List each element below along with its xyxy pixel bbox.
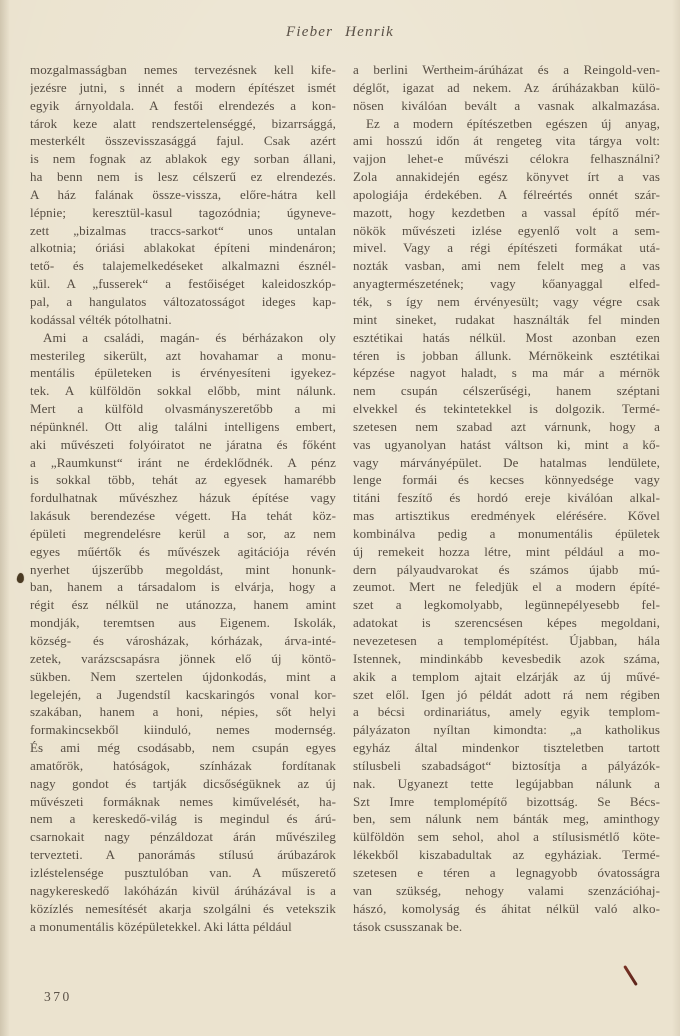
text-line: kül. A „fusserek“ a festőiséget kaleidoszkóp- [30,276,336,292]
text-line: is sokkal több, tehát az egyesek hamarébb [30,472,336,488]
text-line: A ház falának össze-vissza, előre-hátra kell [30,186,336,202]
right-text-column [353,61,660,935]
text-line: lépnie; keresztül-kasul tagozódnia; úgyneve- [30,204,336,220]
text-line: pal, a hangulatos változatosságot ideges kap- [30,293,336,309]
text-line: szet elől. Igen jó példát adott rá nem régiben [353,686,660,702]
text-line: szetesen nem szabad azt várnunk, hogy a [353,418,660,434]
pen-stroke-artifact [623,965,638,986]
left-text-column [30,61,336,935]
text-line: népünknél. Ott alig találni intelligens embert, [30,418,336,434]
text-line: új remekeit hozza létre, mint például a mo- [353,543,660,559]
text-line: is nem fognak az ablakok egy sorban állani, [30,151,336,167]
text-line: tások csusszanak be. [353,918,463,934]
text-line: tárok keze alatt rendszertelenséggé, bizarrsággá, [30,115,336,131]
text-line: formakincsekből kiinduló, nemes modernség. [30,722,336,738]
text-line: vajjon lehet-e művészi célokra felhasználni? [353,151,660,167]
text-line: mesterkélt összevisszasággá fajul. Csak azért [30,133,336,149]
running-header: Fieber Henrik [286,24,394,40]
text-line: stílusbeli szabadságot“ biztosítja a pályázók- [353,757,660,773]
text-line: zeumot. Mert ne feledjük el a modern építé- [353,579,660,595]
text-line: zetek, varázscsapásra jönnek elő új köntö- [30,650,336,666]
text-line: művészeti formáknak nemes kiművelését, ha- [30,793,336,809]
text-line: van szükség, nehogy valami szenzációhaj- [353,882,660,898]
text-line: a „Raumkunst“ iránt ne érdeklődnék. A pénz [30,454,336,470]
text-line: pályázaton nyíltan kimondta: „a katholikus [353,722,660,738]
text-line: hászó, komolyság és áhitat nélkül való alko- [353,900,660,916]
text-line: nösen kiválóan bevált a vasnak alkalmazása. [353,97,660,113]
ink-blot-artifact [16,573,24,584]
text-line: mivel. Vagy a régi építészeti formákat utá- [353,240,660,256]
text-line: mint sineket, rudakat használták fel minden [353,311,660,327]
text-line: ték, s így nem érvényesült; vagy végre csak [353,293,660,309]
text-line: Istennek, mindinkább kevesbedik azok száma, [353,650,660,666]
text-line: fordulhatnak művészhez házuk építése vagy [30,490,336,506]
text-line: szetesen e téren a legnagyobb óvatosságra [353,864,660,880]
text-line: épületi megrendelésre kerül a sor, az nem [30,525,336,541]
text-line: elvekkel és tekintetekkel is dolgozik. Termé- [353,401,660,417]
text-line: sükben. Nem szertelen újdonkodás, mint a [30,668,336,684]
text-line: tető- és talajemelkedéseket alkalmazni észnél- [30,258,336,274]
text-line: külföldön sem sehol, ahol a stílusismétlő köte- [353,829,660,845]
text-line: a monumentális középületekkel. Aki látta például [30,918,292,934]
text-line: akik a templom ajtait elzárják az új művé- [353,668,660,684]
text-line: ami hosszú időn át rengeteg vita tárgya volt: [353,133,660,149]
text-line: anyagtermészetének; vagy kőanyaggal elfed- [353,276,660,292]
text-line: nem csupán célszerűségi, hanem széptani [353,383,660,399]
text-line: Szt Imre templomépítő bizottság. Se Bécs- [353,793,660,809]
text-line: mesterileg sikerült, azt hovahamar a monu- [30,347,336,363]
text-line: Ez a modern építészetben egészen új anyag, [366,115,660,131]
text-columns [30,61,660,935]
text-line: legelején, a Jugendstíl kacskaringós vonal kor- [30,686,336,702]
text-line: esztétikai hatás nélkül. Most azonban ezen [353,329,660,345]
text-line: egyház által mindenkor tiszteletben tartott [353,740,660,756]
text-line: kombinálva pedig a monumentális épületek [353,525,660,541]
text-line: vagy márványépület. De hatalmas lendülete, [353,454,660,470]
text-line: izléstelensége pusztulóban van. A műszerető [30,864,336,880]
text-line: lenge formái és kecses könnyedsége vagy [353,472,660,488]
text-line: mazott, hogy kezdetben a vassal építő mér- [353,204,660,220]
text-line: Mert a külföld olvasmányszeretőbb a mi [30,401,336,417]
text-line: ben, sem nálunk nem bánták meg, aminthogy [353,811,660,827]
text-line: nak. Ugyanezt tette legújabban nálunk a [353,775,660,791]
text-line: régit ész nélkül ne utánozza, hanem amint [30,597,336,613]
text-line: egyes műértők és művészek agitációja révén [30,543,336,559]
text-line: képzése nagyot haladt, s ma már a mérnök [353,365,660,381]
text-line: Zola annakidején egész könyvet írt a vas [353,169,660,185]
text-line: szet a legkomolyabb, legünnepélyesebb fel- [353,597,660,613]
text-line: Ami a családi, magán- és bérházakon oly [43,329,336,345]
text-line: dern pályaudvarokat és számos újabb mú- [353,561,660,577]
text-line: titáni feszítő és hordó ereje kiválóan alkal- [353,490,660,506]
text-line: a berlini Wertheim-árúházat és a Reingold-ven- [353,62,660,77]
text-line: amatőrök, hatóságok, színházak fordítanak [30,757,336,773]
text-line: egyik árnyoldala. A festői elrendezés a kon- [30,97,336,113]
text-line: alkotnia; óriási ablakokat építeni mindenáron; [30,240,336,256]
text-line: téren is jobban állunk. Mérnökeink esztétikai [353,347,660,363]
text-line: zett „bizalmas traccs-sarkot“ unos untalan [30,222,336,238]
text-line: déglőt, igazat ad nekem. Az árúházakban külö- [353,79,660,95]
text-line: csarnokait nagy pénzáldozat árán művészileg [30,829,336,845]
text-line: község- és városházak, kórházak, árva-inté- [30,633,336,648]
text-line: apologiája érdekében. A félreértés onnét szár- [353,186,660,202]
text-line: mondják, teremtsen aus Eigenem. Iskolák, [30,615,336,631]
text-line: ha benn nem is lesz célszerű ez elrendezés. [30,169,336,185]
text-line: mas artisztikus eredmények elérésére. Kővel [353,508,660,524]
text-line: ban, hanem a társadalom is elvárja, hogy a [30,579,336,595]
text-line: nökök művészeti izlése egyenlő volt a sem- [353,222,660,238]
text-line: aki művészeti folyóiratot ne járatna és főként [30,436,336,452]
text-line: És ami még csodásabb, nem csupán egyes [30,740,336,756]
text-line: lakásuk berendezése végett. Ha tehát köz- [30,508,336,524]
page-number: 370 [44,989,72,1004]
text-line: tervezteti. A panorámás stílusú árúbazárok [30,847,336,863]
text-line: nagy gondot és tartják dicsőségüknek az új [30,775,336,791]
text-line: mentális épületeken is érvényesíteni igyekez- [30,365,336,381]
text-line: szakában, hanem a honi, népies, sőt helyi [30,704,336,720]
text-line: kodással vélték pótolhatni. [30,311,172,327]
text-line: közízlés nemesítését akarja szolgálni és vetekszik [30,900,336,916]
text-line: nem a kereskedő-világ is megindul és árú- [30,811,336,827]
text-line: nevezetesen a templomépítést. Újabban, hála [353,633,660,648]
text-line: mozgalmasságban nemes tervezésnek kell kife- [30,62,336,77]
text-line: nagykereskedő lakóházán kivül árúházával is a [30,882,336,898]
text-line: jezésre jutni, s innét a modern építészet ismét [30,79,336,95]
text-line: nozták vasban, ami nem felelt meg a vas [353,258,660,274]
text-line: vas ugyanolyan hatást váltson ki, mint a kő- [353,436,660,452]
text-line: tek. A külföldön sokkal előbb, mint nálunk. [30,383,336,399]
text-line: lékekből kiszabadultak az egyháziak. Termé- [353,847,660,863]
text-line: a bécsi ordinariátus, amely egyik templom- [353,704,660,720]
text-line: nyerhet újszerűbb megoldást, mint honunk- [30,561,336,577]
text-line: adatokat is szerencsésen képes megoldani, [353,615,660,631]
